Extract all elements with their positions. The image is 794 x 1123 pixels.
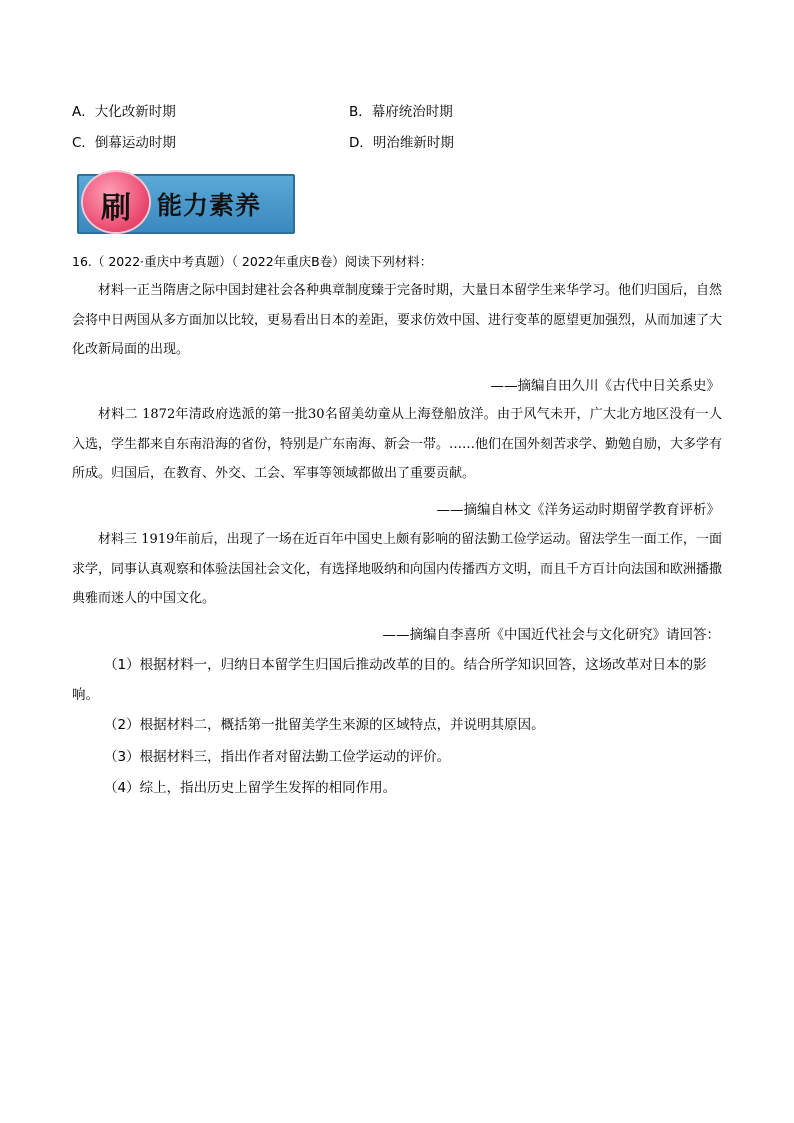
section-banner — [77, 172, 293, 234]
material-3: 材料三 1919年前后，出现了一场在近百年中国史上颇有影响的留法勤工俭学运动。留法学生一面工作，一面求学，同事认真观察和体验法国社会文化，有选择地吸纳和向国内传播西方文明，而且千方百计向法国和欧洲播撒典雅而迷人的中国文化。 — [72, 532, 723, 606]
question-header: 16.（ 2022·重庆中考真题）（ 2022年重庆B卷）阅读下列材料： — [72, 254, 433, 269]
material-2-source: ——摘编自林文《洋务运动时期留学教育评析》 — [436, 502, 720, 518]
sub-question-1: （1）根据材料一，归纳日本留学生归国后推动改革的目的。结合所学知识回答，这场改革对日本的影响。 — [72, 657, 707, 703]
material-3-source: ——摘编自李喜所《中国近代社会与文化研究》请回答： — [382, 627, 720, 643]
option-a: A．大化改新时期 — [72, 104, 176, 120]
banner-title: 能力素养 — [157, 191, 262, 220]
material-1: 材料一正当隋唐之际中国封建社会各种典章制度臻于完备时期，大量日本留学生来华学习。他们归国后，自然会将中日两国从多方面加以比较，更易看出日本的差距，要求仿效中国、进行变革的愿望更加强烈，从而加速了大化改新局面的出现。 — [72, 283, 723, 357]
material-2: 材料二 1872年清政府选派的第一批30名留美幼童从上海登船放洋。由于风气未开，广大北方地区没有一人入选，学生都来自东南沿海的省份，特别是广东南海、新会一带。……他们在国外刻苦求学、勤勉自励，大多学有所成。归国后，在教育、外交、工会、军事等领域都做出了重要贡献。 — [72, 407, 723, 481]
option-b: B．幕府统治时期 — [349, 104, 453, 120]
option-c: C．倒幕运动时期 — [72, 135, 176, 151]
sub-question-4: （4）综上，指出历史上留学生发挥的相同作用。 — [104, 780, 397, 796]
banner-badge-char: 刷 — [101, 191, 131, 226]
sub-question-3: （3）根据材料三，指出作者对留法勤工俭学运动的评价。 — [104, 749, 451, 765]
option-d: D．明治维新时期 — [349, 135, 454, 151]
sub-question-2: （2）根据材料二，概括第一批留美学生来源的区域特点，并说明其原因。 — [104, 717, 545, 733]
material-1-source: ——摘编自田久川《古代中日关系史》 — [490, 378, 720, 394]
